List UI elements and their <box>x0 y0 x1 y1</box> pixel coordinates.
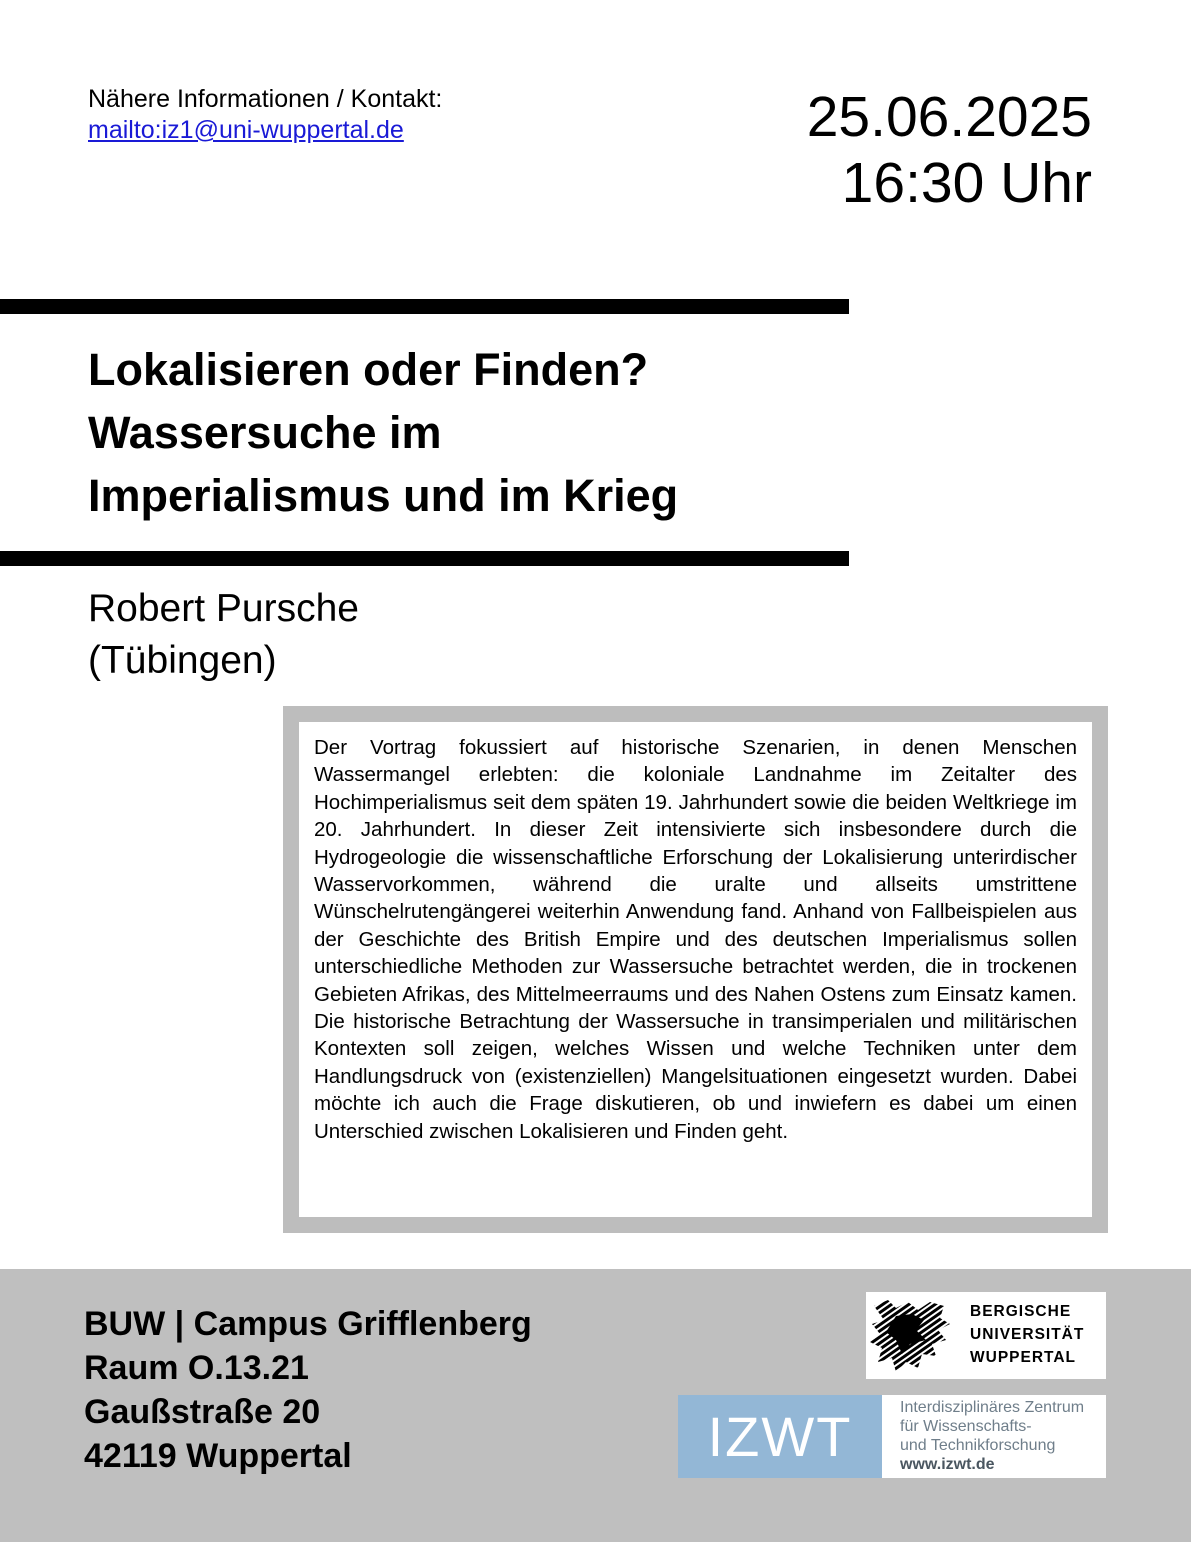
abstract-text: Der Vortrag fokussiert auf historische Szenarien, in denen Menschen Wassermangel erlebten: die koloniale Landnahme im Zeitalter des Hochimperialismus seit dem späten 19. Jahrhundert sowie die beiden Weltkriege im 20. Jahrhundert. In dieser Zeit intensivierte sich insbesondere durch die Hydrogeologie die wissenschaftliche Erforschung der Lokalisierung unterirdischer Wasservorkommen, während die uralte und allseits umstrittene Wünschelrutengängerei weiterhin Anwendung fand. Anhand von Fallbeispielen aus der Geschichte des British Empire und des deutschen Imperialismus sollen unterschiedliche Methoden zur Wassersuche betrachtet werden, die in trockenen Gebieten Afrikas, des Mittelmeerraums und des Nahen Ostens zum Einsatz kamen. Die historische Betrachtung der Wassersuche in transimperialen und militärischen Kontexten soll zeigen, welches Wissen und welche Techniken unter dem Handlungsdruck von (existenziellen) Mangelsituationen eingesetzt wurden. Dabei möchte ich auch die Frage diskutieren, ob und inwiefern es dabei um einen Unterschied zwischen Lokalisieren und Finden geht. <box>299 722 1092 1217</box>
lion-icon <box>866 1296 966 1376</box>
event-date: 25.06.2025 <box>806 85 1092 149</box>
venue-street: Gaußstraße 20 <box>84 1393 321 1431</box>
title-rule-bottom <box>0 551 849 566</box>
title-line: Imperialismus und im Krieg <box>88 470 679 521</box>
venue-campus: BUW | Campus Grifflenberg <box>84 1305 532 1343</box>
izwt-wordmark <box>900 1398 1084 1474</box>
venue-city: 42119 Wuppertal <box>84 1437 352 1475</box>
izwt-logo <box>678 1395 1106 1478</box>
izwt-line: und Technikforschung <box>900 1437 1056 1454</box>
izwt-line: für Wissenschafts- <box>900 1418 1032 1435</box>
title-rule-top <box>0 299 849 314</box>
izwt-line: Interdisziplinäres Zentrum <box>900 1399 1085 1416</box>
contact-block <box>88 84 442 146</box>
speaker-affiliation: (Tübingen) <box>88 639 277 682</box>
lecture-title <box>88 338 678 527</box>
title-line: Lokalisieren oder Finden? <box>88 344 649 395</box>
buw-line: UNIVERSITÄT <box>970 1326 1085 1343</box>
izwt-url: www.izwt.de <box>900 1456 995 1473</box>
izwt-mark: IZWT <box>678 1395 882 1478</box>
buw-wordmark <box>970 1300 1084 1369</box>
buw-line: BERGISCHE <box>970 1303 1072 1320</box>
title-line: Wassersuche im <box>88 407 442 458</box>
venue-room: Raum O.13.21 <box>84 1349 309 1387</box>
venue-address <box>84 1302 532 1478</box>
contact-label: Nähere Informationen / Kontakt: <box>88 85 443 113</box>
abstract-box <box>283 706 1108 1233</box>
contact-email-link[interactable]: mailto:iz1@uni-wuppertal.de <box>88 116 404 144</box>
event-datetime <box>807 84 1092 216</box>
event-time: 16:30 Uhr <box>841 151 1092 215</box>
speaker-name: Robert Pursche <box>88 587 359 630</box>
speaker-block <box>88 583 359 687</box>
buw-line: WUPPERTAL <box>970 1349 1077 1366</box>
buw-logo <box>866 1292 1106 1379</box>
